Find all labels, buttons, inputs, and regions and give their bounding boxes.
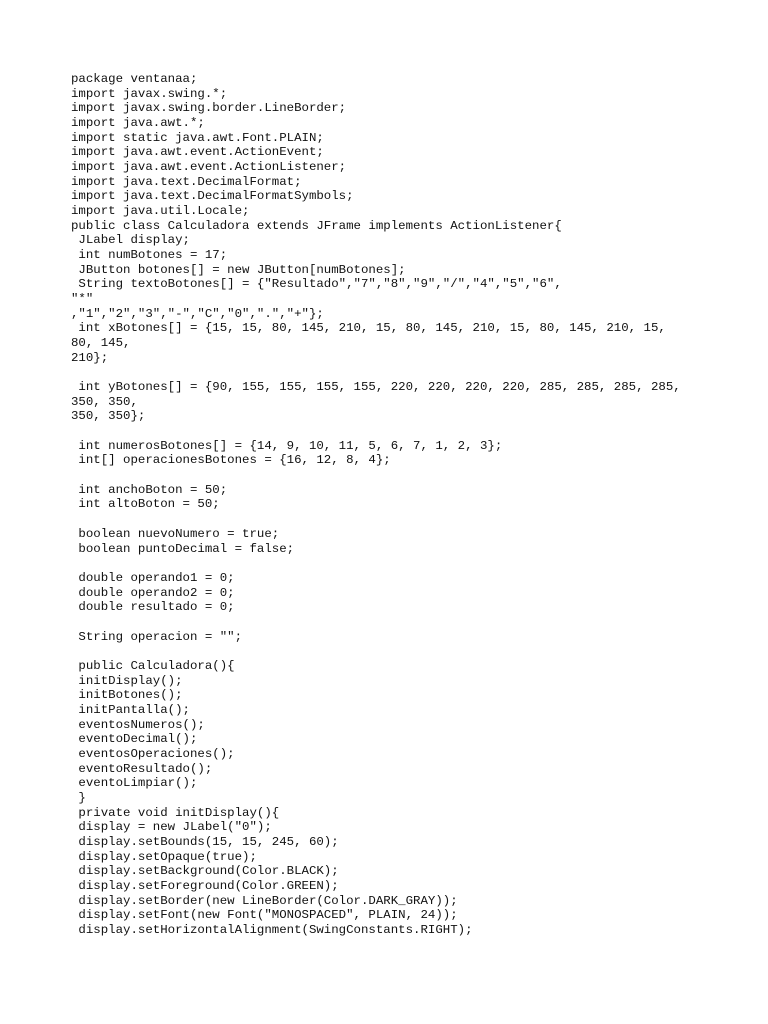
code-line: int[] operacionesBotones = {16, 12, 8, 4}; xyxy=(71,453,391,468)
code-line: import java.awt.*; xyxy=(71,116,205,131)
code-line: } xyxy=(71,790,86,805)
code-line: import java.text.DecimalFormat; xyxy=(71,174,302,189)
code-line: eventoResultado(); xyxy=(71,761,213,776)
code-line: import java.awt.event.ActionListener; xyxy=(71,160,347,175)
code-line: display.setOpaque(true); xyxy=(71,849,257,864)
code-line: JButton botones[] = new JButton[numBotones]; xyxy=(71,262,406,277)
code-line: display.setHorizontalAlignment(SwingConstants.RIGHT); xyxy=(71,922,473,937)
code-line: display.setBounds(15, 15, 245, 60); xyxy=(71,834,339,849)
code-line xyxy=(71,468,731,483)
code-line: int numerosBotones[] = {14, 9, 10, 11, 5, 6, 7, 1, 2, 3}; xyxy=(71,438,503,453)
code-line: import java.util.Locale; xyxy=(71,204,250,219)
code-line: int numBotones = 17; xyxy=(71,248,228,263)
code-line: public class Calculadora extends JFrame implements ActionListener{ xyxy=(71,218,562,233)
code-line: eventosOperaciones(); xyxy=(71,746,235,761)
code-line: display = new JLabel("0"); xyxy=(71,820,272,835)
code-line: double resultado = 0; xyxy=(71,600,235,615)
java-code-block xyxy=(71,72,731,938)
code-line: import javax.swing.*; xyxy=(71,86,228,101)
code-line: eventoLimpiar(); xyxy=(71,776,198,791)
code-line: package ventanaa; xyxy=(71,72,198,86)
code-line: String operacion = ""; xyxy=(71,629,243,644)
code-line xyxy=(71,556,731,571)
code-line: initPantalla(); xyxy=(71,702,190,717)
code-line: initDisplay(); xyxy=(71,673,183,688)
code-line: int xBotones[] = {15, 15, 80, 145, 210, 15, 80, 145, 210, 15, 80, 145, 210, 15, xyxy=(71,321,666,336)
code-line: ,"1","2","3","-","C","0",".","+"}; xyxy=(71,306,324,321)
code-line: 350, 350}; xyxy=(71,409,146,424)
code-line: double operando2 = 0; xyxy=(71,585,235,600)
code-line: display.setFont(new Font("MONOSPACED", PLAIN, 24)); xyxy=(71,908,458,923)
code-line: eventosNumeros(); xyxy=(71,717,205,732)
code-line: eventoDecimal(); xyxy=(71,732,198,747)
code-line xyxy=(71,615,731,630)
code-line: import static java.awt.Font.PLAIN; xyxy=(71,130,324,145)
code-line xyxy=(71,644,731,659)
code-line: import java.awt.event.ActionEvent; xyxy=(71,145,324,160)
code-line: "*" xyxy=(71,292,94,307)
code-line: private void initDisplay(){ xyxy=(71,805,280,820)
code-line: JLabel display; xyxy=(71,233,190,248)
code-line: double operando1 = 0; xyxy=(71,570,235,585)
code-line: import javax.swing.border.LineBorder; xyxy=(71,101,347,116)
code-line: display.setBorder(new LineBorder(Color.DARK_GRAY)); xyxy=(71,893,458,908)
code-line: display.setBackground(Color.BLACK); xyxy=(71,864,339,879)
code-line: public Calculadora(){ xyxy=(71,658,235,673)
code-line: int yBotones[] = {90, 155, 155, 155, 155, 220, 220, 220, 220, 285, 285, 285, 285, xyxy=(71,380,681,395)
code-line: import java.text.DecimalFormatSymbols; xyxy=(71,189,354,204)
code-line: initBotones(); xyxy=(71,688,183,703)
code-line: display.setForeground(Color.GREEN); xyxy=(71,878,339,893)
code-line: boolean puntoDecimal = false; xyxy=(71,541,295,556)
code-line: 80, 145, xyxy=(71,336,131,351)
code-line: String textoBotones[] = {"Resultado","7","8","9","/","4","5","6", xyxy=(71,277,562,292)
code-line: 350, 350, xyxy=(71,394,138,409)
code-line xyxy=(71,365,731,380)
code-line: int altoBoton = 50; xyxy=(71,497,220,512)
code-line xyxy=(71,424,731,439)
code-line xyxy=(71,512,731,527)
code-line: 210}; xyxy=(71,350,109,365)
code-line: boolean nuevoNumero = true; xyxy=(71,526,280,541)
code-line: int anchoBoton = 50; xyxy=(71,482,228,497)
